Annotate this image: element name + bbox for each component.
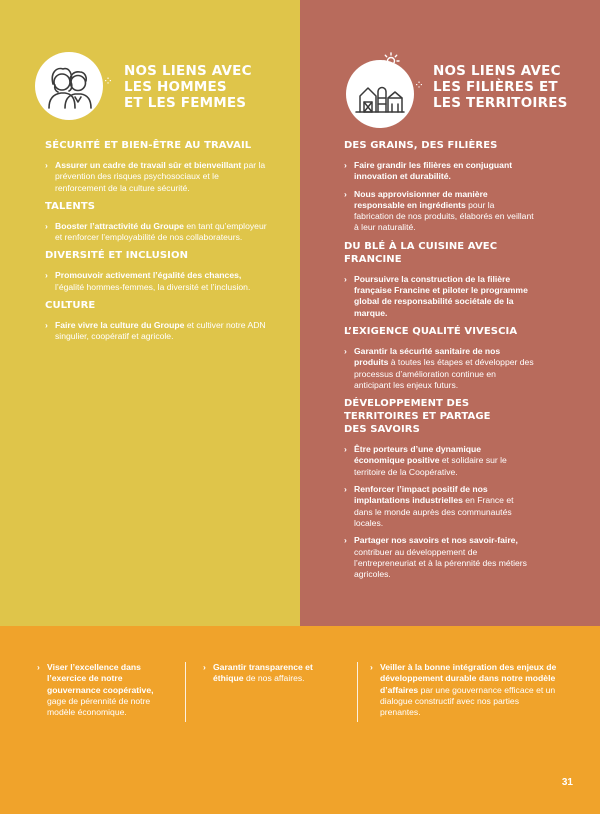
left-sections [45, 139, 267, 349]
list-item: › Booster l’attractivité du Groupe en tant qu’employeur et renforcer l’employabilité de nos collaborateurs. [45, 220, 267, 243]
section-title: SÉCURITÉ ET BIEN-ÊTRE AU TRAVAIL [45, 140, 252, 151]
section-title: DÉVELOPPEMENT DES TERRITOIRES ET PARTAGE DES SAVOIRS [344, 398, 491, 436]
list-item: › Être porteurs d’une dynamique économique positive et solidaire sur le territoire de la Coopérative. [344, 444, 507, 477]
section-francine [344, 240, 534, 319]
section-grains [344, 139, 534, 234]
divider [357, 662, 358, 722]
sun-icon [382, 52, 400, 70]
section-territoires [344, 397, 534, 580]
arrow-icon: › [45, 270, 48, 281]
list-item: › Garantir la sécurité sanitaire de nos produits à toutes les étapes et développer des processus d’amélioration continue en anticipant les enjeux futurs. [344, 345, 534, 390]
list-item: › Faire vivre la culture du Groupe et cultiver notre ADN singulier, coopératif et agricole. [45, 320, 266, 342]
sparkle-decoration: ⁘ [103, 74, 115, 88]
right-sections [344, 139, 534, 586]
section-title: DES GRAINS, DES FILIÈRES [344, 140, 498, 151]
section-title: L’EXIGENCE QUALITÉ VIVESCIA [344, 325, 518, 337]
arrow-icon: › [45, 160, 48, 170]
bottom-item-developpement: › Veiller à la bonne intégration des enjeux de développement durable dans notre modèle d’affaires par une gouvernance efficace et un dialogue constructif avec nos parties prenantes. [370, 662, 557, 718]
left-header: NOS LIENS AVEC LES HOMMES ET LES FEMMES [124, 63, 252, 111]
divider [185, 662, 186, 722]
arrow-icon: › [45, 220, 48, 231]
farm-icon [346, 60, 414, 128]
arrow-icon: › [344, 484, 347, 495]
section-title: CULTURE [45, 300, 96, 312]
bottom-item-ethique: › Garantir transparence et éthique de nos affaires. [203, 662, 313, 684]
section-title: DIVERSITÉ ET INCLUSION [45, 250, 189, 262]
arrow-icon: › [344, 273, 347, 284]
list-item: › Nous approvisionner de manière responsable en ingrédients pour la fabrication de nos produits, élaborés en veillant à leur naturalité. [344, 188, 534, 233]
section-title: TALENTS [45, 200, 96, 212]
arrow-icon: › [45, 320, 48, 331]
section-securite [45, 139, 267, 194]
arrow-icon: › [203, 662, 206, 672]
bottom-band [0, 626, 600, 814]
arrow-icon: › [370, 662, 373, 672]
list-item: › Poursuivre la construction de la filière française Francine et piloter le programme global de responsabilité sociétale de la marque. [344, 273, 528, 318]
arrow-icon: › [344, 188, 347, 199]
right-header: NOS LIENS AVEC LES FILIÈRES ET LES TERRITOIRES [433, 63, 568, 111]
arrow-icon: › [37, 662, 40, 672]
arrow-icon: › [344, 345, 347, 356]
section-talents [45, 200, 267, 244]
section-qualite [344, 325, 534, 391]
sparkle-decoration: ⁘ [414, 78, 426, 92]
list-item: › Faire grandir les filières en conjuguant innovation et durabilité. [344, 160, 513, 182]
list-item: › Assurer un cadre de travail sûr et bienveillant par la prévention des risques psychosociaux et le renforcement de la culture sécurité. [45, 160, 266, 193]
people-icon [35, 52, 103, 120]
section-diversite [45, 249, 267, 293]
page-number: 31 [561, 777, 573, 788]
bottom-item-gouvernance: › Viser l’excellence dans l’exercice de notre gouvernance coopérative, gage de pérennité de notre modèle économique. [37, 662, 154, 718]
list-item: › Partager nos savoirs et nos savoir-faire, contribuer au développement de l’entrepreneuriat et à la pérennité des métiers agricoles. [344, 535, 527, 580]
arrow-icon: › [344, 160, 347, 170]
arrow-icon: › [344, 535, 347, 546]
section-title: DU BLÉ À LA CUISINE AVEC FRANCINE [344, 240, 498, 265]
list-item: › Renforcer l’impact positif de nos implantations industrielles en France et dans le monde auprès des communautés locales. [344, 484, 514, 528]
arrow-icon: › [344, 444, 347, 455]
section-culture [45, 299, 267, 343]
list-item: › Promouvoir activement l’égalité des chances, l’égalité hommes-femmes, la diversité et l’inclusion. [45, 270, 251, 292]
